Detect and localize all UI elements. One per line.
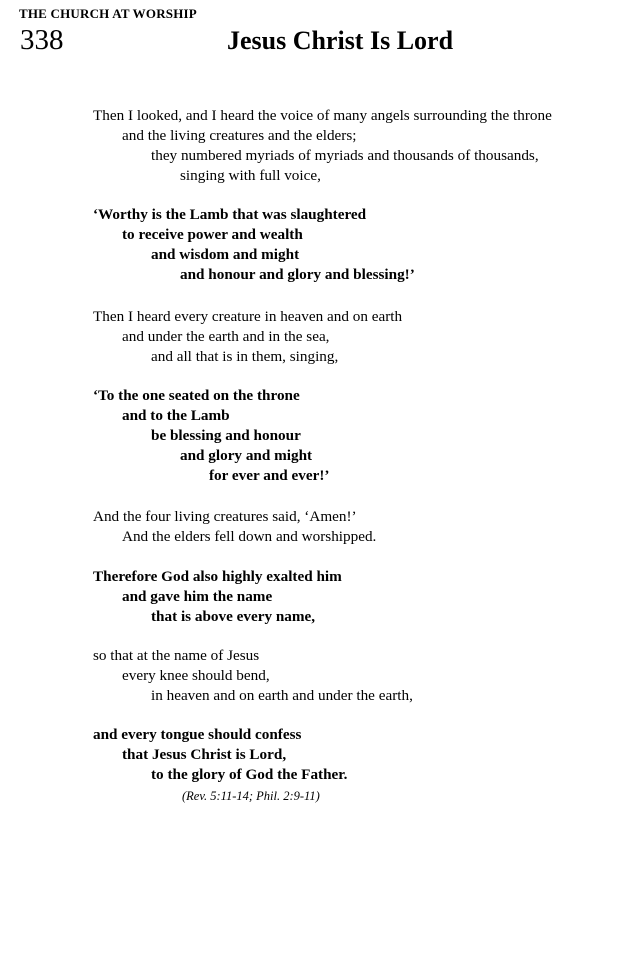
verse-line: singing with full voice, — [180, 167, 321, 184]
verse-line: Then I looked, and I heard the voice of many angels surrounding the throne — [93, 107, 552, 124]
verse-line: and gave him the name — [122, 588, 273, 605]
verse-line: be blessing and honour — [151, 427, 301, 444]
verse-line: every knee should bend, — [122, 667, 270, 684]
stanza-4 — [93, 386, 613, 486]
stanza-1 — [93, 106, 613, 186]
verse-line: and under the earth and in the sea, — [122, 328, 330, 345]
verse-line: and glory and might — [180, 447, 313, 464]
stanza-7 — [93, 646, 613, 706]
verse-line: and wisdom and might — [151, 246, 300, 263]
verse-line: and to the Lamb — [122, 407, 230, 424]
verse-line: Then I heard every creature in heaven and on earth — [93, 308, 403, 325]
verse-line: to receive power and wealth — [122, 226, 303, 243]
verse-line: Therefore God also highly exalted him — [93, 568, 342, 585]
verse-line: to the glory of God the Father. — [151, 766, 348, 783]
verse-line: that is above every name, — [151, 608, 316, 625]
verse-line: and all that is in them, singing, — [151, 348, 339, 365]
verse-line: ‘Worthy is the Lamb that was slaughtered — [93, 206, 367, 223]
verse-line: and the living creatures and the elders; — [122, 127, 357, 144]
section-label: THE CHURCH AT WORSHIP — [19, 6, 197, 21]
verse-line: for ever and ever!’ — [209, 467, 330, 484]
stanza-5 — [93, 507, 613, 547]
verse-line: and every tongue should confess — [93, 726, 302, 743]
verse-line: And the elders fell down and worshipped. — [122, 528, 377, 545]
verse-line: and honour and glory and blessing!’ — [180, 266, 415, 283]
hymn-number: 338 — [20, 24, 64, 56]
stanza-2 — [93, 205, 613, 285]
verse-line: in heaven and on earth and under the earth, — [151, 687, 413, 704]
verse-line: that Jesus Christ is Lord, — [122, 746, 287, 763]
stanza-3 — [93, 307, 613, 367]
verse-line: And the four living creatures said, ‘Amen!’ — [93, 508, 357, 525]
stanza-6 — [93, 567, 613, 627]
verse-line: they numbered myriads of myriads and thousands of thousands, — [151, 147, 539, 164]
stanza-8 — [93, 725, 613, 785]
page-title: Jesus Christ Is Lord — [226, 26, 454, 55]
verse-line: so that at the name of Jesus — [93, 647, 260, 664]
scripture-reference: (Rev. 5:11-14; Phil. 2:9-11) — [182, 789, 320, 803]
verse-line: ‘To the one seated on the throne — [93, 387, 300, 404]
